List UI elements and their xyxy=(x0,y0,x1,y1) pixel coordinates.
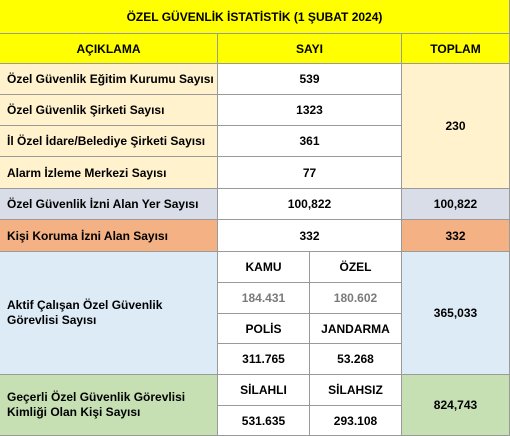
row-valid-label: Geçerli Özel Güvenlik Görevlisi Kimliği Olan Kişi Sayısı xyxy=(0,375,218,436)
row-alarm-value: 77 xyxy=(218,157,402,189)
valid-silahsiz-value: 293.108 xyxy=(310,406,402,436)
row-municipal-label: İl Özel İdare/Belediye Şirketi Sayısı xyxy=(0,126,218,157)
row-valid-total: 824,743 xyxy=(402,375,510,436)
active-ozel-label: ÖZEL xyxy=(310,252,402,283)
active-kamu-value: 184.431 xyxy=(218,283,310,314)
row-company-value: 1323 xyxy=(218,95,402,126)
row-permit-label: Özel Güvenlik İzni Alan Yer Sayısı xyxy=(0,189,218,220)
row-permit-total: 100,822 xyxy=(402,189,510,220)
header-description: AÇIKLAMA xyxy=(0,34,218,64)
row-protection-value: 332 xyxy=(218,220,402,252)
row-company-label: Özel Güvenlik Şirketi Sayısı xyxy=(0,95,218,126)
active-jandarma-label: JANDARMA xyxy=(310,314,402,344)
group-total: 230 xyxy=(402,64,510,189)
row-active-total: 365,033 xyxy=(402,252,510,375)
valid-silahli-value: 531.635 xyxy=(218,406,310,436)
active-jandarma-value: 53.268 xyxy=(310,344,402,375)
active-kamu-label: KAMU xyxy=(218,252,310,283)
active-polis-value: 311.765 xyxy=(218,344,310,375)
row-permit-value: 100,822 xyxy=(218,189,402,220)
active-ozel-value: 180.602 xyxy=(310,283,402,314)
row-education-label: Özel Güvenlik Eğitim Kurumu Sayısı xyxy=(0,64,218,95)
header-count: SAYI xyxy=(218,34,402,64)
row-municipal-value: 361 xyxy=(218,126,402,157)
header-total: TOPLAM xyxy=(402,34,510,64)
row-education-value: 539 xyxy=(218,64,402,95)
row-active-label: Aktif Çalışan Özel Güvenlik Görevlisi Sayısı xyxy=(0,252,218,375)
row-alarm-label: Alarm İzleme Merkezi Sayısı xyxy=(0,157,218,189)
valid-silahsiz-label: SİLAHSIZ xyxy=(310,375,402,406)
row-protection-label: Kişi Koruma İzni Alan Sayısı xyxy=(0,220,218,252)
active-polis-label: POLİS xyxy=(218,314,310,344)
row-protection-total: 332 xyxy=(402,220,510,252)
valid-silahli-label: SİLAHLI xyxy=(218,375,310,406)
table-title: ÖZEL GÜVENLİK İSTATİSTİK (1 ŞUBAT 2024) xyxy=(0,0,510,34)
